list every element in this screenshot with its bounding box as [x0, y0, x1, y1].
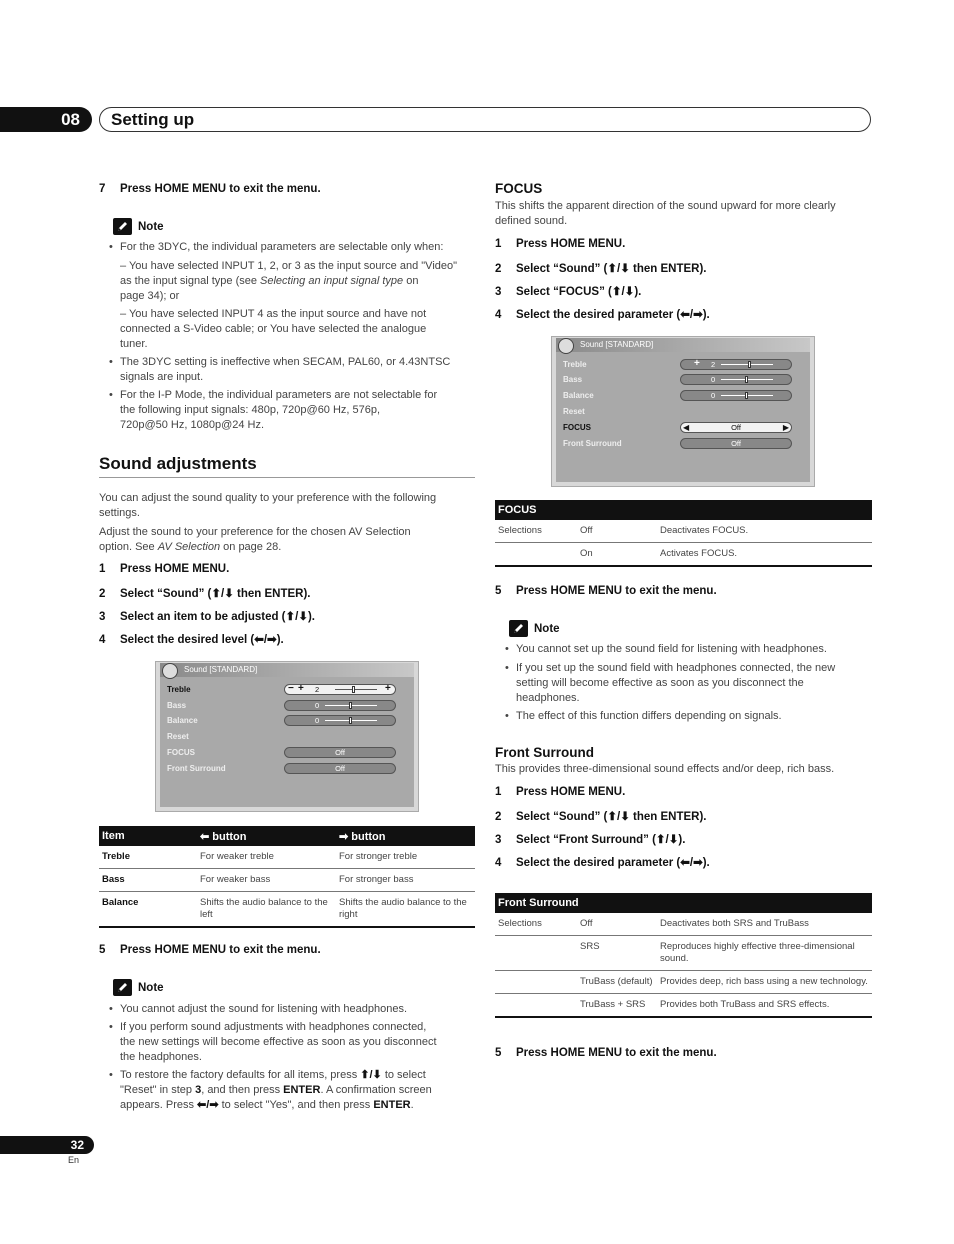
focus-step-5: 5 Press HOME MENU to exit the menu. [495, 585, 717, 597]
osd-item-reset: Reset [563, 407, 585, 416]
note-bullet: • If you set up the sound field with headphones connected, the new setting will become effective as soon as you disconnect the headphones. [516, 661, 876, 706]
note-bullet: • For the I-P Mode, the individual parameters are not selectable for the following input signals: 480p, 720p@60 Hz, 576p, 720p@50 Hz, 1080p@24 Hz. [120, 388, 480, 433]
arrow-left-icon: ◀ [683, 423, 690, 432]
note-bullet: • To restore the factory defaults for all items, press ⬆/⬇ to select "Reset" in step 3, and then press ENTER. A confirmation screen appears. Press ⬅/➡ to select "Yes", and then press ENTER. [120, 1068, 480, 1113]
table-row: On Activates FOCUS. [495, 543, 872, 567]
osd-item-treble: Treble [563, 360, 587, 369]
focus-value: ◀ Off ▶ [680, 422, 792, 433]
note-bullet: • You cannot adjust the sound for listening with headphones. [120, 1002, 407, 1017]
col-header: Item [99, 826, 197, 846]
sound-logo-icon [162, 663, 178, 679]
step-5: 5 Press HOME MENU to exit the menu. [99, 944, 321, 956]
slider-knob [349, 702, 352, 709]
step-2: 2 Select “Sound” (⬆/⬇ then ENTER). [99, 588, 311, 600]
bass-slider: 0 [680, 374, 792, 385]
osd-item-balance: Balance [563, 391, 594, 400]
table-row: Balance Shifts the audio balance to the left Shifts the audio balance to the right [99, 892, 475, 928]
sound-logo-icon [558, 338, 574, 354]
step-4: 4 Select the desired level (⬅/➡). [99, 634, 284, 646]
balance-slider: 0 [680, 390, 792, 401]
focus-step-1: 1 Press HOME MENU. [495, 238, 626, 250]
note-heading: Note [113, 218, 164, 235]
plus-icon: + [694, 358, 700, 369]
step-3: 3 Select an item to be adjusted (⬆/⬇). [99, 611, 316, 623]
osd-title: Sound [STANDARD] [160, 663, 414, 677]
table-row: SRS Reproduces highly effective three-dimensional sound. [495, 936, 872, 971]
osd-item-reset: Reset [167, 732, 189, 741]
focus-description: This shifts the apparent direction of the sound upward for more clearly defined sound. [495, 200, 836, 227]
front-surround-title: Front Surround [495, 745, 594, 760]
front-surround-value: Off [680, 438, 792, 449]
note-pencil-icon [509, 620, 528, 637]
intro-text: You can adjust the sound quality to your preference with the following settings. [99, 492, 437, 519]
minus-icon: − [288, 683, 294, 694]
fs-step-4: 4 Select the desired parameter (⬅/➡). [495, 857, 710, 869]
intro-text: Adjust the sound to your preference for the chosen AV Selection option. See AV Selection on page 28. [99, 526, 411, 553]
arrow-right-icon: ▶ [782, 423, 789, 432]
note-pencil-icon [113, 218, 132, 235]
osd-item-bass: Bass [167, 701, 187, 710]
osd-item-front-surround: Front Surround [563, 439, 622, 448]
table-row: TruBass + SRS Provides both TruBass and SRS effects. [495, 994, 872, 1018]
sound-adjust-table [99, 826, 475, 928]
fs-step-1: 1 Press HOME MENU. [495, 786, 626, 798]
table-row: Selections Off Deactivates FOCUS. [495, 520, 872, 543]
page-number: 32 [0, 1136, 94, 1154]
fs-step-3: 3 Select “Front Surround” (⬆/⬇). [495, 834, 686, 846]
table-row: TruBass (default) Provides deep, rich bass using a new technology. [495, 971, 872, 994]
osd-item-front-surround: Front Surround [167, 764, 226, 773]
bass-slider: 0 [284, 700, 396, 711]
plus-label: + [298, 683, 304, 694]
osd-title: Sound [STANDARD] [556, 338, 810, 352]
slider-knob [745, 376, 748, 383]
fs-step-5: 5 Press HOME MENU to exit the menu. [495, 1047, 717, 1059]
front-surround-value: Off [284, 763, 396, 774]
note-sub-text: – You have selected INPUT 4 as the input source and have not connected a S-Video cable; or You have selected the analogue tuner. [120, 308, 427, 350]
page-language: En [68, 1155, 80, 1165]
table-header: FOCUS [495, 500, 872, 520]
balance-slider: 0 [284, 715, 396, 726]
chapter-number: 08 [0, 107, 92, 132]
focus-step-4: 4 Select the desired parameter (⬅/➡). [495, 309, 710, 321]
front-surround-description: This provides three-dimensional sound effects and/or deep, rich bass. [495, 763, 835, 775]
slider-knob [748, 361, 751, 368]
fs-step-2: 2 Select “Sound” (⬆/⬇ then ENTER). [495, 811, 707, 823]
col-header: ➡ button [336, 826, 475, 846]
slider-knob [745, 392, 748, 399]
note-heading: Note [113, 979, 164, 996]
table-header: Front Surround [495, 893, 872, 913]
plus-icon: + [385, 683, 391, 694]
col-header: ⬅ button [197, 826, 336, 846]
table-row: Treble For weaker treble For stronger treble [99, 846, 475, 869]
chapter-title-bar [99, 107, 871, 132]
sound-menu-screen [155, 661, 419, 812]
section-divider [99, 477, 475, 478]
focus-value: Off [284, 747, 396, 758]
note-bullet: • For the 3DYC, the individual parameters are selectable only when: [120, 240, 443, 255]
note-heading: Note [509, 620, 560, 637]
note-bullet: • The effect of this function differs depending on signals. [516, 709, 782, 724]
osd-item-focus: FOCUS [563, 423, 591, 432]
step-1: 1 Press HOME MENU. [99, 563, 230, 575]
treble-slider: − + 2 + [284, 684, 396, 695]
step-7: 7 Press HOME MENU to exit the menu. [99, 183, 321, 195]
focus-step-2: 2 Select “Sound” (⬆/⬇ then ENTER). [495, 263, 707, 275]
section-title: Sound adjustments [99, 454, 257, 473]
note-bullet: • The 3DYC setting is ineffective when SECAM, PAL60, or 4.43NTSC signals are input. [120, 355, 480, 385]
chapter-title: Setting up [111, 110, 195, 129]
slider-knob [352, 686, 355, 693]
osd-item-bass: Bass [563, 375, 583, 384]
treble-slider: + 2 [680, 359, 792, 370]
focus-title: FOCUS [495, 181, 543, 196]
table-row: Selections Off Deactivates both SRS and TruBass [495, 913, 872, 936]
note-bullet: • You cannot set up the sound field for listening with headphones. [516, 642, 827, 657]
note-bullet: • If you perform sound adjustments with headphones connected, the new settings will become effective as soon as you disconnect the headphones. [120, 1020, 480, 1065]
table-row: Bass For weaker bass For stronger bass [99, 869, 475, 892]
slider-knob [349, 717, 352, 724]
osd-item-balance: Balance [167, 716, 198, 725]
front-surround-table [495, 893, 872, 1018]
osd-item-treble: Treble [167, 685, 191, 694]
note-sub-text: – You have selected INPUT 1, 2, or 3 as the input source and "Video" as the input signal type (see Selecting an input signal type on page 34); or [120, 260, 458, 302]
osd-item-focus: FOCUS [167, 748, 195, 757]
focus-menu-screen [551, 336, 815, 487]
focus-table [495, 500, 872, 567]
focus-step-3: 3 Select “FOCUS” (⬆/⬇). [495, 286, 642, 298]
note-pencil-icon [113, 979, 132, 996]
